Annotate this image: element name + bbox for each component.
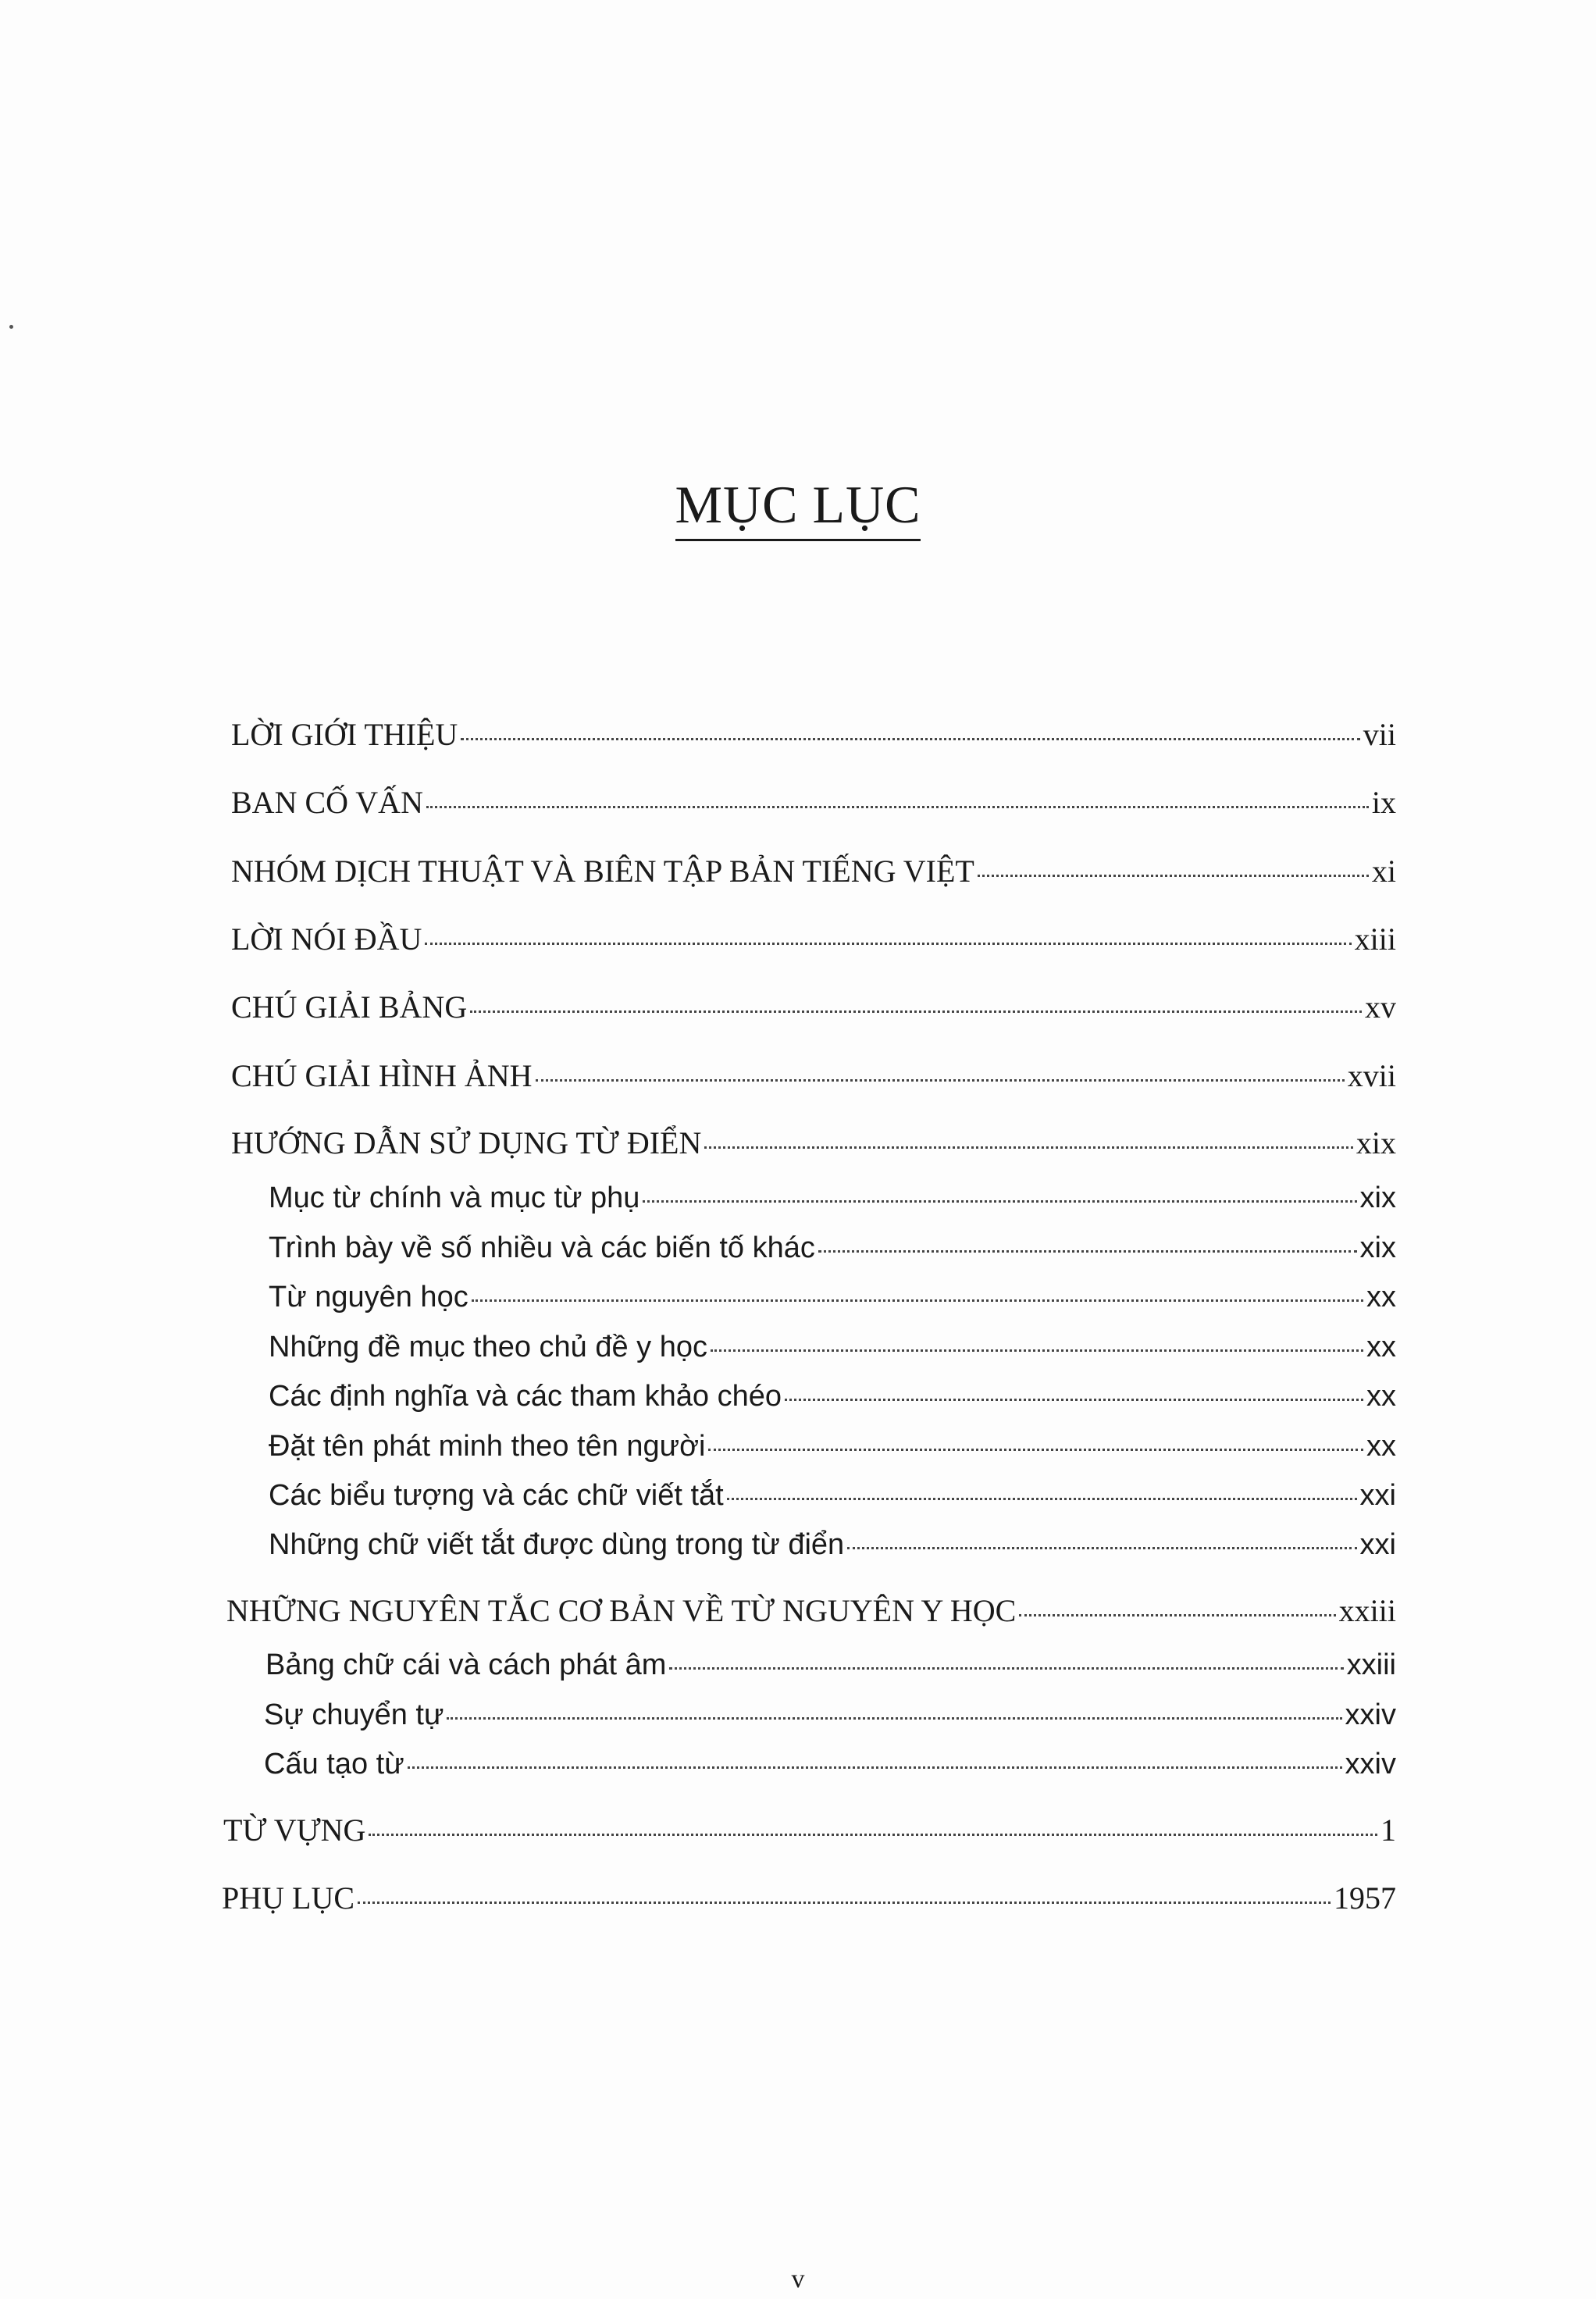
toc-entry-label: CHÚ GIẢI HÌNH ẢNH	[231, 1058, 533, 1093]
toc-entry-page: xx	[1366, 1281, 1396, 1313]
toc-entry-page: xxiv	[1345, 1698, 1396, 1731]
toc-entry-label: Mục từ chính và mục từ phụ	[269, 1182, 640, 1214]
toc-entry-page: xx	[1366, 1380, 1396, 1413]
toc-entry-label: TỪ VỰNG	[223, 1812, 366, 1848]
toc-entry-label: NHÓM DỊCH THUẬT VÀ BIÊN TẬP BẢN TIẾNG VIỆT	[231, 854, 974, 889]
leader-dots	[785, 1399, 1363, 1401]
toc-entry-page: xxi	[1359, 1528, 1396, 1561]
toc-entry-page: xxi	[1359, 1479, 1396, 1512]
toc-entry-label: LỜI GIỚI THIỆU	[231, 717, 458, 752]
toc-entry-label: PHỤ LỤC	[222, 1880, 355, 1916]
toc-entry-label: Bảng chữ cái và cách phát âm	[265, 1649, 667, 1681]
leader-dots	[669, 1667, 1343, 1670]
toc-entry-page: xix	[1356, 1125, 1396, 1160]
leader-dots	[643, 1200, 1356, 1203]
leader-dots	[426, 806, 1369, 808]
leader-dots	[470, 1010, 1362, 1013]
toc-entry[interactable]	[226, 1593, 1396, 1629]
page-title-text: MỤC LỤC	[675, 478, 921, 541]
toc-entry-page: 1957	[1334, 1880, 1396, 1916]
toc-entry-page: xix	[1359, 1182, 1396, 1214]
toc-entry-label: LỜI NÓI ĐẦU	[231, 921, 422, 957]
toc-subentry[interactable]	[265, 1649, 1396, 1683]
toc-entry-label: CHÚ GIẢI BẢNG	[231, 989, 468, 1025]
toc-subentry[interactable]	[269, 1528, 1396, 1563]
leader-dots	[711, 1349, 1363, 1352]
toc-entry-label: Các biểu tượng và các chữ viết tắt	[269, 1479, 724, 1512]
toc-entry[interactable]	[231, 854, 1396, 889]
toc-entry-label: Từ nguyên học	[269, 1281, 468, 1313]
leader-dots	[708, 1449, 1363, 1451]
toc-entry-label: Sự chuyển tự	[264, 1698, 444, 1731]
leader-dots	[536, 1079, 1345, 1082]
toc-entry-label: Những chữ viết tắt được dùng trong từ điển	[269, 1528, 845, 1561]
leader-dots	[461, 738, 1359, 740]
toc-subentry[interactable]	[264, 1748, 1396, 1782]
toc-entry[interactable]	[231, 717, 1396, 753]
toc-subentry[interactable]	[269, 1479, 1396, 1513]
toc-entry-label: Trình bày về số nhiều và các biến tố khác	[269, 1231, 815, 1264]
toc-subentry[interactable]	[264, 1698, 1396, 1733]
leader-dots	[369, 1834, 1377, 1836]
toc-entry-page: xvii	[1347, 1058, 1396, 1093]
toc-entry[interactable]	[223, 1812, 1396, 1848]
leader-dots	[978, 875, 1369, 877]
toc-subentry[interactable]	[269, 1281, 1396, 1315]
toc-entry[interactable]	[231, 921, 1396, 957]
toc-entry-label: Những đề mục theo chủ đề y học	[269, 1331, 708, 1363]
toc-subentry[interactable]	[269, 1182, 1396, 1216]
toc-entry-label: Các định nghĩa và các tham khảo chéo	[269, 1380, 782, 1413]
toc-entry-page: xi	[1371, 854, 1396, 889]
leader-dots	[358, 1902, 1331, 1904]
page-number: v	[791, 2265, 805, 2294]
toc-entry[interactable]	[231, 1125, 1396, 1161]
toc-entry-page: vii	[1363, 717, 1396, 752]
toc-entry-page: xx	[1366, 1430, 1396, 1463]
toc-entry-page: xix	[1359, 1231, 1396, 1264]
toc-entry-page: xxiii	[1338, 1593, 1396, 1628]
toc-entry-page: xv	[1365, 989, 1396, 1025]
leader-dots	[408, 1766, 1342, 1769]
leader-dots	[425, 943, 1351, 945]
toc-entry-label: HƯỚNG DẪN SỬ DỤNG TỪ ĐIỂN	[231, 1125, 702, 1160]
toc-entry[interactable]	[231, 1058, 1396, 1094]
toc-entry-page: xx	[1366, 1331, 1396, 1363]
toc-entry-page: ix	[1371, 785, 1396, 820]
leader-dots	[847, 1547, 1356, 1549]
leader-dots	[472, 1299, 1363, 1302]
toc-subentry[interactable]	[269, 1231, 1396, 1266]
leader-dots	[704, 1146, 1353, 1149]
toc-subentry[interactable]	[269, 1331, 1396, 1365]
toc-entry-label: NHỮNG NGUYÊN TẮC CƠ BẢN VỀ TỪ NGUYÊN Y HỌC	[226, 1593, 1017, 1628]
toc-entry-label: Đặt tên phát minh theo tên người	[269, 1430, 706, 1463]
leader-dots	[447, 1717, 1341, 1720]
toc-entry-page: xxiv	[1345, 1748, 1396, 1780]
toc-entry-page: xiii	[1354, 921, 1396, 957]
leader-dots	[1019, 1614, 1335, 1616]
toc-entry-label: Cấu tạo từ	[264, 1748, 404, 1780]
toc-entry-page: 1	[1380, 1812, 1396, 1848]
toc-entry[interactable]	[231, 989, 1396, 1025]
toc-entry-label: BAN CỐ VẤN	[231, 785, 423, 820]
toc-entry[interactable]	[222, 1880, 1396, 1916]
leader-dots	[818, 1250, 1357, 1253]
toc-subentry[interactable]	[269, 1430, 1396, 1464]
toc-entry-page: xxiii	[1346, 1649, 1396, 1681]
toc-subentry[interactable]	[269, 1380, 1396, 1414]
toc-entry[interactable]	[231, 785, 1396, 821]
leader-dots	[727, 1498, 1357, 1500]
